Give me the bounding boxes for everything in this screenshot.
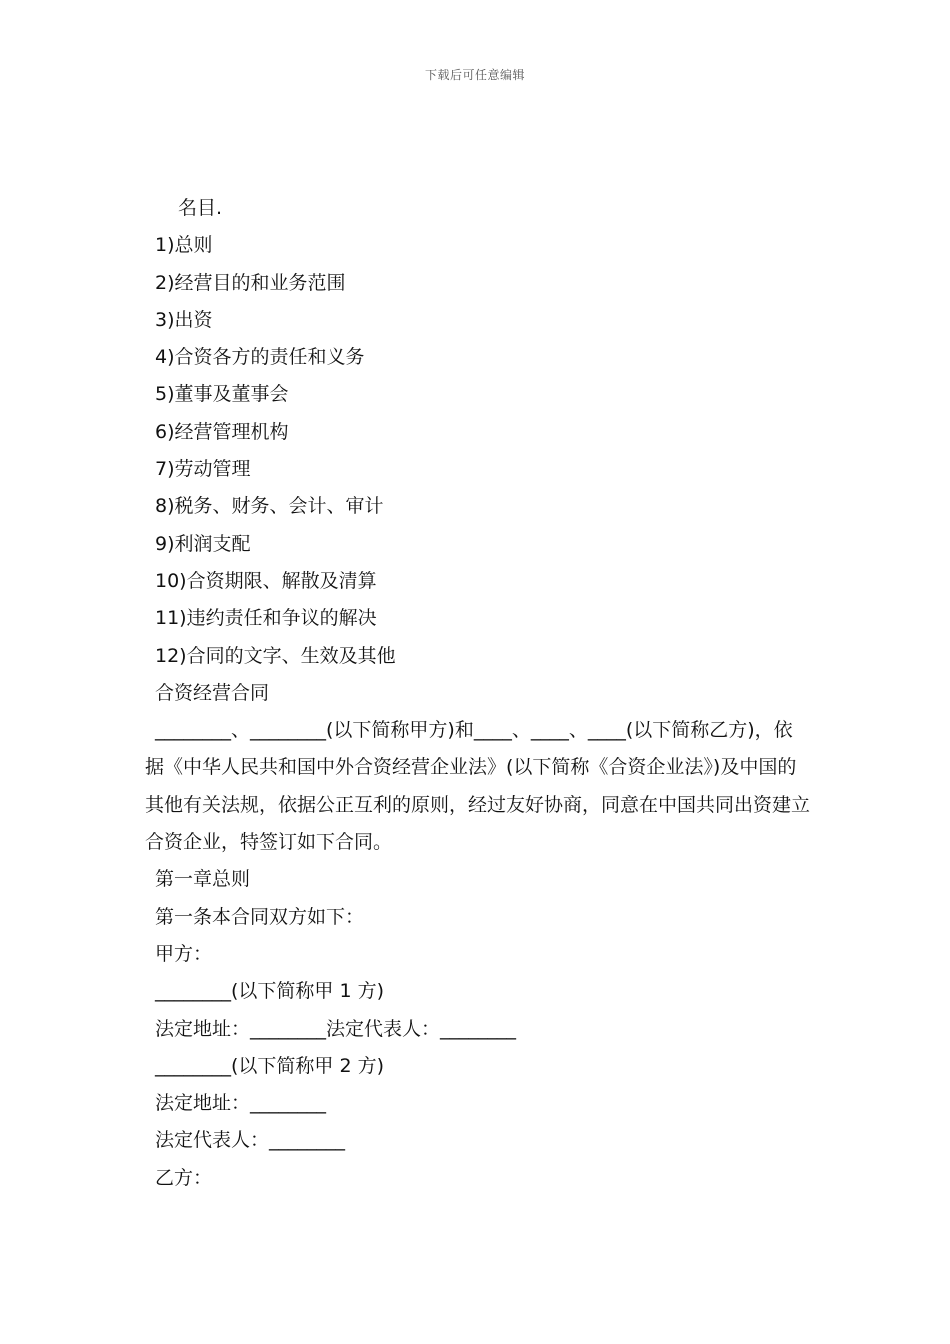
contract-title: 合资经营合同 — [155, 681, 270, 704]
toc-item: 5)董事及董事会 — [155, 383, 289, 406]
toc-item: 11)违约责任和争议的解决 — [155, 607, 377, 630]
page-header: 下载后可任意编辑 — [424, 68, 525, 82]
toc-title: 名目. — [178, 197, 223, 219]
toc-item: 9)利润支配 — [155, 532, 251, 555]
toc-item: 2)经营目的和业务范围 — [155, 271, 346, 294]
toc-item: 12)合同的文字、生效及其他 — [155, 644, 396, 667]
contract-intro-paragraph: ________、________(以下简称甲方)和____、____、____(以下简称乙方)，依据《中华人民共和国中外合资经营企业法》(以下简称《合资企业法》)及中国的其他有关法规，依据公正互利的原则，经过友好协商，同意在中国共同出资建立合资企业，特签订如下合同。 — [145, 719, 811, 854]
toc-item: 6)经营管理机构 — [155, 420, 289, 443]
toc-item: 3)出资 — [155, 308, 213, 331]
toc-item: 7)劳动管理 — [155, 458, 251, 481]
party-a2-name: ________(以下简称甲 2 方) — [155, 1054, 384, 1077]
toc-item: 1)总则 — [155, 234, 213, 257]
party-a-label: 甲方： — [155, 942, 213, 965]
party-a2-rep: 法定代表人：________ — [155, 1129, 346, 1152]
chapter-heading: 第一章总则 — [155, 868, 251, 891]
toc-item: 8)税务、财务、会计、审计 — [155, 495, 384, 518]
article-text: 第一条本合同双方如下： — [155, 905, 365, 928]
party-a1-address-rep: 法定地址：________法定代表人：________ — [155, 1017, 517, 1040]
party-a2-address: 法定地址：________ — [155, 1092, 327, 1115]
party-b-label: 乙方： — [155, 1166, 213, 1189]
toc-item: 10)合资期限、解散及清算 — [155, 569, 377, 592]
document-body — [145, 190, 810, 1197]
toc-item: 4)合资各方的责任和义务 — [155, 346, 365, 369]
party-a1-name: ________(以下简称甲 1 方) — [155, 980, 384, 1003]
